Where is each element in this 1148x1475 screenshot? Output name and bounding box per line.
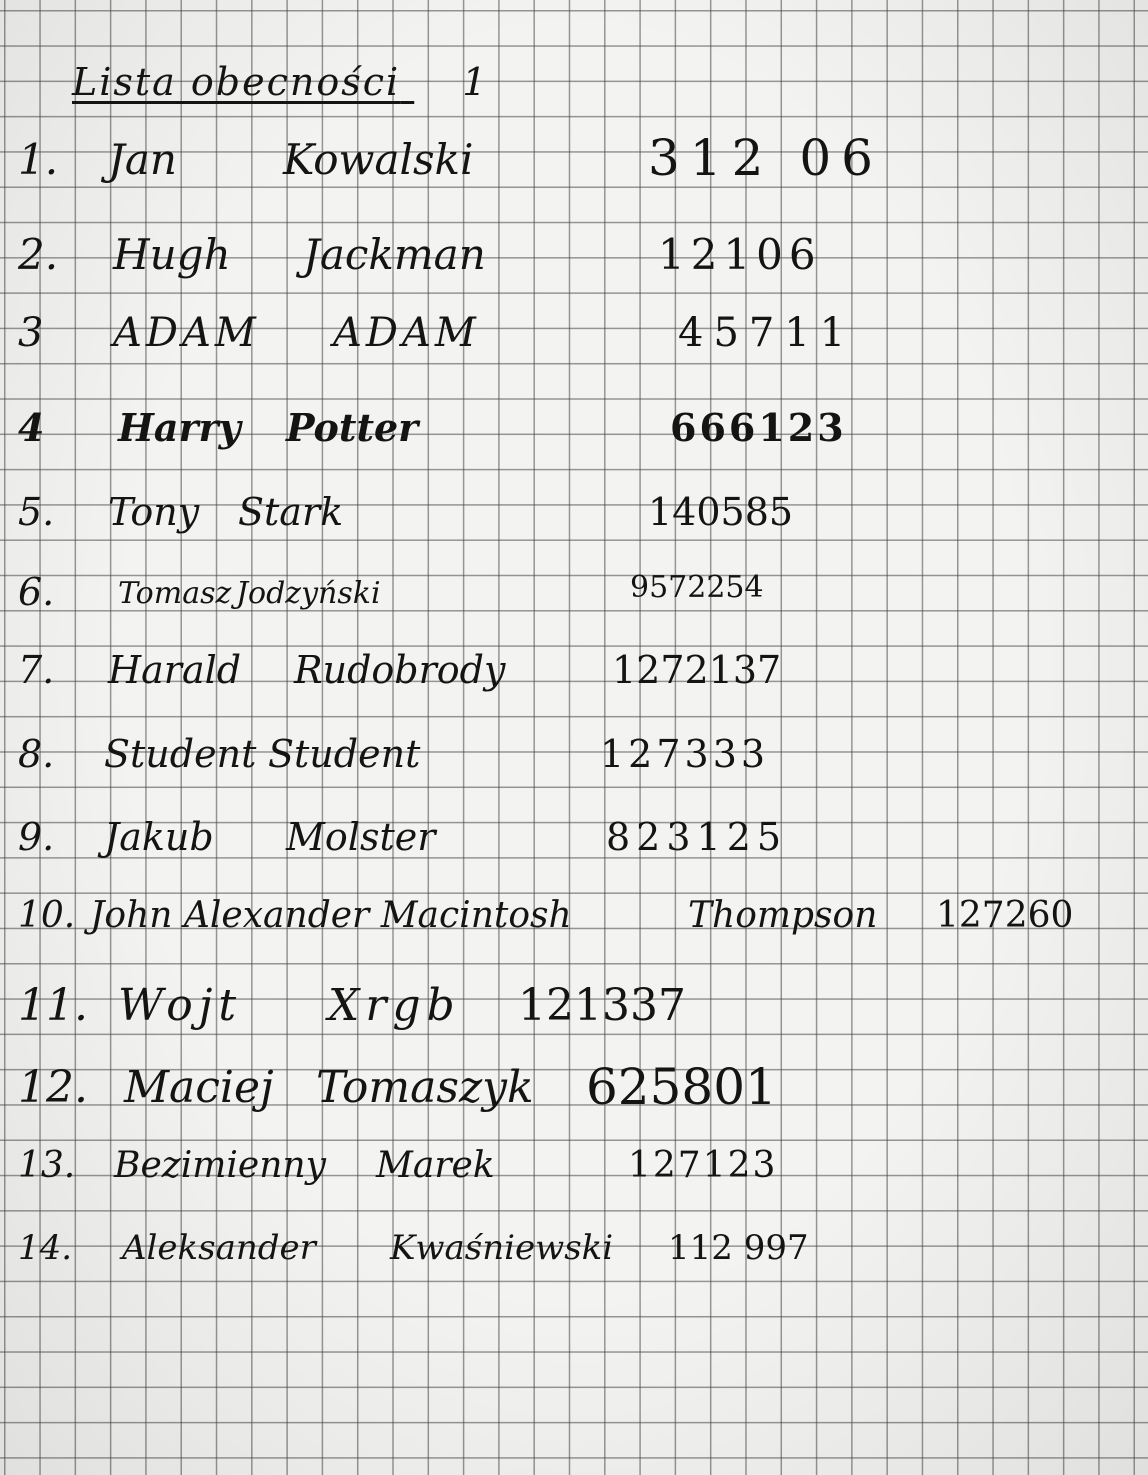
entry-last-name: Tomaszyk — [316, 1062, 534, 1113]
entry-number: 8. — [18, 732, 55, 776]
entry-first-name: Wojt — [118, 980, 243, 1031]
entry-last-name: Kwaśniewski — [390, 1228, 614, 1268]
entry-number: 2. — [18, 230, 59, 279]
entry-last-name: Jodzyński — [236, 576, 381, 611]
entry-code: 127333 — [600, 732, 770, 776]
page-title — [72, 60, 488, 104]
entry-number: 9. — [18, 815, 55, 859]
entry-first-name: Maciej — [124, 1062, 274, 1113]
entry-first-name: Student — [104, 732, 257, 776]
entry-number: 6. — [18, 570, 55, 614]
entry-number: 3 — [18, 310, 44, 356]
entry-code: 625801 — [586, 1058, 777, 1116]
entry-first-name: Jakub — [104, 815, 214, 859]
entry-number: 10. — [18, 895, 76, 936]
entry-code: 112 997 — [668, 1228, 809, 1268]
title-text: Lista obecności — [72, 60, 401, 104]
entry-first-name: Hugh — [113, 230, 231, 279]
entry-number: 12. — [18, 1062, 88, 1113]
entry-first-name: Harald — [108, 648, 242, 692]
entry-number: 13. — [18, 1145, 76, 1186]
entry-code: 121337 — [518, 980, 686, 1031]
entry-last-name: Student — [268, 732, 421, 776]
entry-last-name: Potter — [286, 405, 419, 450]
entry-code: 1272137 — [612, 648, 782, 692]
entry-number: 7. — [18, 648, 55, 692]
entry-code: 45711 — [678, 310, 856, 356]
entry-last-name: Molster — [286, 815, 436, 859]
entry-last-name: ADAM — [333, 310, 480, 356]
entry-last-name: Rudobrody — [294, 648, 506, 692]
entry-number: 4 — [18, 405, 45, 450]
entry-last-name: Marek — [376, 1145, 495, 1186]
entry-code: 823125 — [606, 815, 788, 859]
entry-first-name: Tomasz — [118, 576, 232, 611]
entry-code: 140585 — [648, 490, 794, 534]
entry-code: 666123 — [670, 405, 847, 450]
entry-last-name: Jackman — [303, 230, 486, 279]
entry-last-name: Thompson — [688, 895, 878, 936]
entry-last-name: Stark — [238, 490, 344, 534]
entry-first-name: Tony — [108, 490, 200, 534]
entry-first-name: Bezimienny — [114, 1145, 326, 1186]
entry-code: 127260 — [936, 895, 1074, 936]
entry-first-name: Jan — [108, 135, 177, 184]
entry-first-name: ADAM — [113, 310, 260, 356]
entry-number: 1. — [18, 135, 59, 184]
entry-code: 127123 — [628, 1145, 778, 1186]
entry-first-name: Aleksander — [122, 1228, 316, 1268]
title-number: 1 — [462, 60, 489, 104]
entry-code: 12106 — [658, 230, 822, 279]
entry-code: 312 06 — [648, 129, 883, 187]
entry-code: 9572254 — [630, 570, 764, 605]
entry-number: 5. — [18, 490, 55, 534]
entry-last-name: Kowalski — [283, 135, 474, 184]
entry-number: 14. — [18, 1228, 73, 1268]
entry-last-name: Xrgb — [328, 980, 461, 1031]
entry-first-name: John Alexander Macintosh — [90, 895, 572, 936]
entry-first-name: Harry — [118, 405, 241, 450]
entry-number: 11. — [18, 980, 88, 1031]
